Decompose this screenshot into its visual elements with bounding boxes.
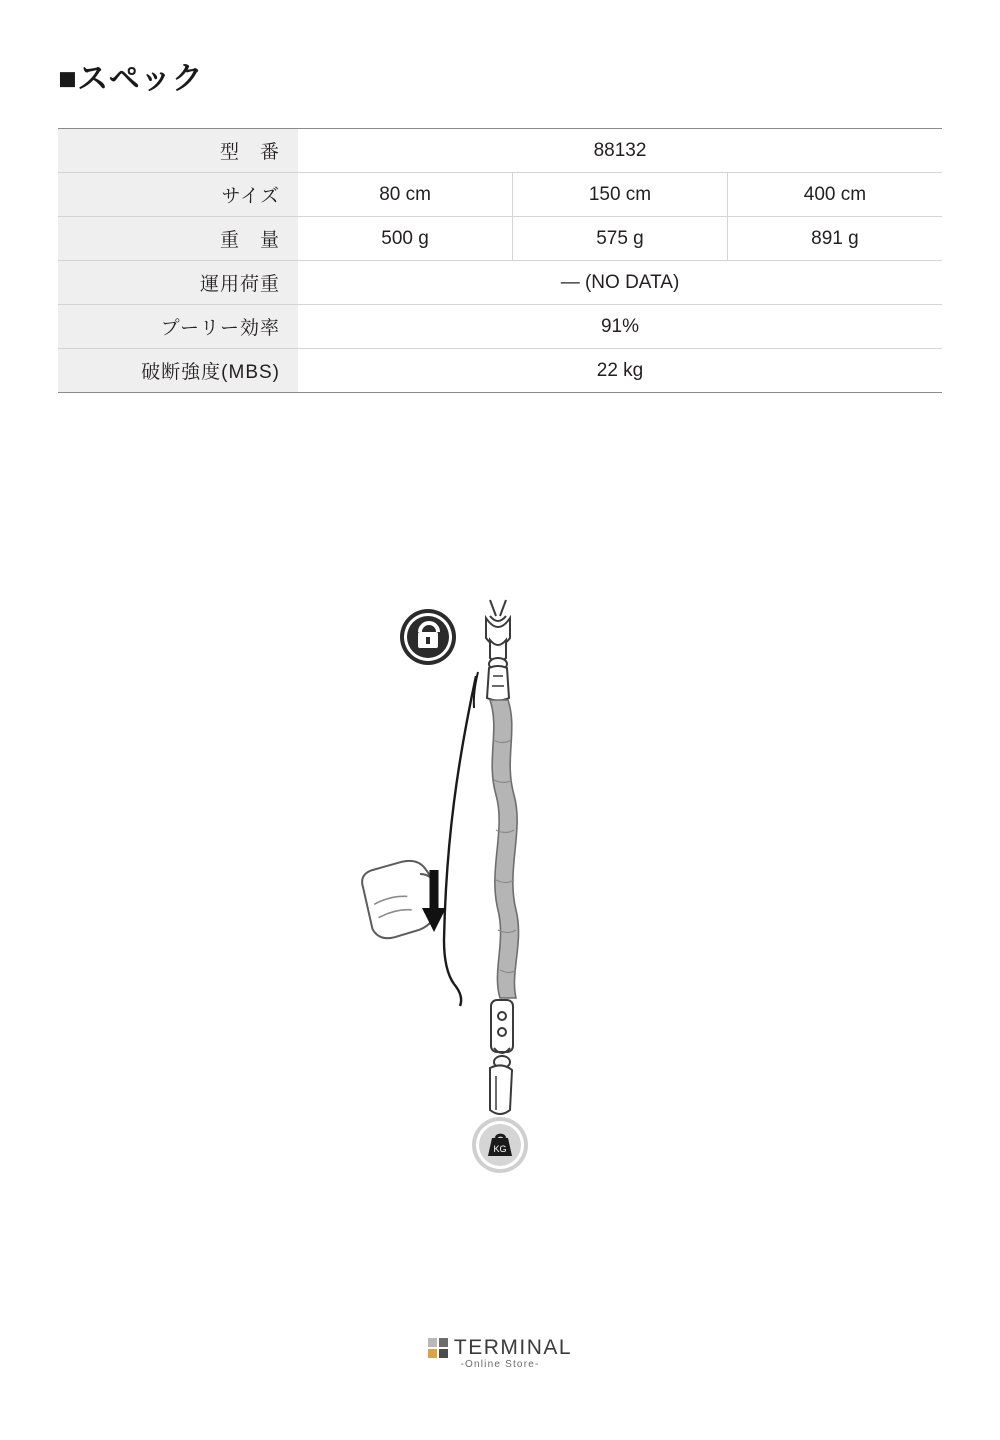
brand-tagline: -Online Store- (460, 1359, 540, 1370)
row-label-size: サイズ (58, 173, 298, 217)
weight-badge-label: KG (493, 1144, 507, 1154)
row-label-working-load: 運用荷重 (58, 261, 298, 305)
row-value-weight-2: 575 g (513, 217, 728, 261)
rope-tail (444, 676, 476, 984)
row-value-mbs: 22 kg (298, 349, 942, 393)
row-label-pulley-efficiency: プーリー効率 (58, 305, 298, 349)
row-value-size-2: 150 cm (513, 173, 728, 217)
row-label-mbs: 破断強度(MBS) (58, 349, 298, 393)
row-value-working-load: ― (NO DATA) (298, 261, 942, 305)
top-connector (486, 600, 510, 670)
row-value-size-3: 400 cm (727, 173, 942, 217)
row-value-weight-1: 500 g (298, 217, 513, 261)
brand-mark-icon (428, 1338, 448, 1358)
weight-kg-icon (472, 1117, 528, 1173)
page-title: ■スペック (58, 61, 204, 96)
brand-name: TERMINAL (453, 1336, 573, 1359)
table-row (58, 129, 942, 173)
row-value-pulley-efficiency: 91% (298, 305, 942, 349)
row-label-model: 型 番 (58, 129, 298, 173)
table-row (58, 217, 942, 261)
row-value-model: 88132 (298, 129, 942, 173)
spec-table (58, 128, 942, 393)
bottom-carabiner (490, 1065, 512, 1114)
table-row (58, 349, 942, 393)
lower-hardware (491, 1000, 513, 1068)
table-row (58, 305, 942, 349)
product-illustration (350, 580, 650, 1230)
padded-sling (490, 700, 519, 998)
unlock-padlock-icon (400, 609, 456, 665)
row-value-weight-3: 891 g (727, 217, 942, 261)
table-row (58, 261, 942, 305)
table-row (58, 173, 942, 217)
row-value-size-1: 80 cm (298, 173, 513, 217)
footer-logo (0, 1336, 1000, 1372)
row-label-weight: 重 量 (58, 217, 298, 261)
